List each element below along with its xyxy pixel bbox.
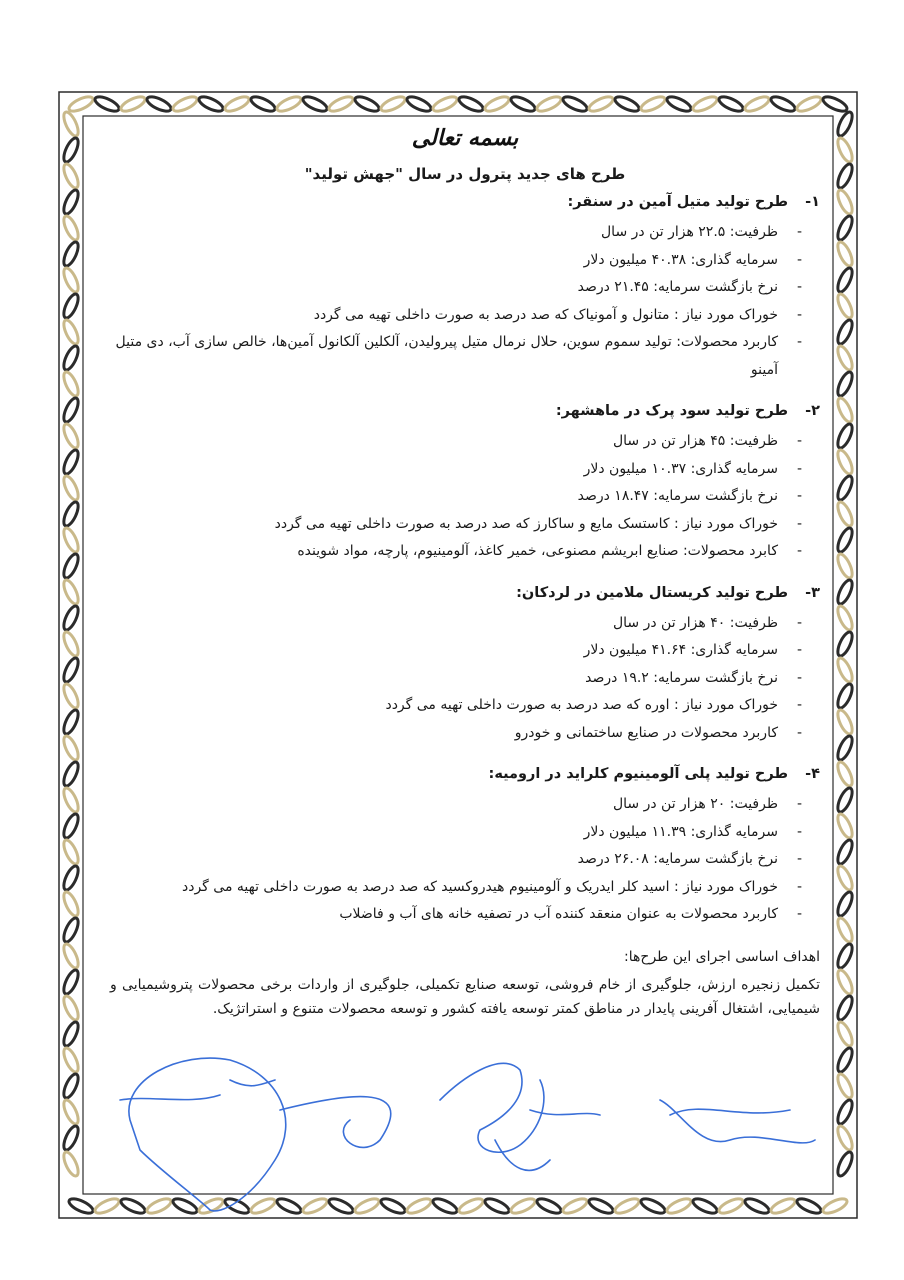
section-number: ۴- [805,766,820,782]
list-item: - نرخ بازگشت سرمایه: ۱۹.۲ درصد [110,665,802,693]
project-section [110,191,820,384]
project-sections [110,191,820,929]
section-item-list [110,791,820,929]
section-item-list [110,219,820,384]
signatures-graphic [100,1040,820,1220]
document-title: طرح های جدید پترول در سال "جهش تولید" [304,165,626,183]
goals-text: تکمیل زنجیره ارزش، جلوگیری از خام فروشی، توسعه صنایع تکمیلی، جلوگیری از واردات برخی محصولات پتروشیمیایی و شیمیایی، اشتغال آفرینی پایدار در مناطق کمتر توسعه یافته کشور و توسعه محصولات متنوع و استراتژیک. [110,976,820,1017]
list-item: - خوراک مورد نیاز : اوره که صد درصد به صورت داخلی تهیه می گردد [110,692,802,720]
section-number: ۱- [805,194,820,210]
list-item: - خوراک مورد نیاز : متانول و آمونیاک که صد درصد به صورت داخلی تهیه می گردد [110,302,802,330]
section-heading [110,582,820,604]
section-title: طرح تولید پلی آلومینیوم کلراید در ارومیه: [488,766,788,782]
section-number: ۲- [805,403,820,419]
list-item: - کاربرد محصولات به عنوان منعقد کننده آب در تصفیه خانه های آب و فاضلاب [110,901,802,929]
section-title: طرح تولید متیل آمین در سنقر: [567,194,788,210]
list-item: - نرخ بازگشت سرمایه: ۲۱.۴۵ درصد [110,274,802,302]
section-item-list [110,428,820,566]
invocation-header: بسمه تعالی [411,125,519,151]
section-title: طرح تولید کریستال ملامین در لردکان: [516,584,788,601]
list-item: - خوراک مورد نیاز : کاستسک مایع و ساکارز که صد درصد به صورت داخلی تهیه می گردد [110,511,802,539]
list-item: - سرمایه گذاری: ۱۱.۳۹ میلیون دلار [110,819,802,847]
signature-3 [660,1100,815,1143]
signature-1 [129,1058,286,1211]
section-item-list [110,610,820,748]
list-item: - کابرد محصولات: صنایع ابریشم مصنوعی، خمیر کاغذ، آلومینیوم، پارچه، مواد شوینده [110,538,802,566]
section-number: ۳- [805,584,820,601]
list-item: - ظرفیت: ۲۲.۵ هزار تن در سال [110,219,802,247]
list-item: - کاربرد محصولات در صنایع ساختمانی و خودرو [110,720,802,748]
list-item: - ظرفیت: ۴۵ هزار تن در سال [110,428,802,456]
signatures-area [100,1040,820,1220]
list-item: - ظرفیت: ۴۰ هزار تن در سال [110,610,802,638]
list-item: - سرمایه گذاری: ۴۰.۳۸ میلیون دلار [110,247,802,275]
section-heading [110,400,820,422]
list-item: - سرمایه گذاری: ۴۱.۶۴ میلیون دلار [110,637,802,665]
section-title: طرح تولید سود پرک در ماهشهر: [555,403,788,419]
section-heading [110,191,820,213]
list-item: - کاربرد محصولات: تولید سموم سوین، حلال نرمال متیل پیرولیدن، آلکلین آلکانول آمین‌ها، خالص سازی آب، دی متیل آمینو [110,329,802,384]
goals-heading: اهداف اساسی اجرای این طرح‌ها: [624,948,820,965]
project-section [110,400,820,566]
list-item: - سرمایه گذاری: ۱۰.۳۷ میلیون دلار [110,456,802,484]
list-item: - ظرفیت: ۲۰ هزار تن در سال [110,791,802,819]
list-item: - نرخ بازگشت سرمایه: ۲۶.۰۸ درصد [110,846,802,874]
list-item: - نرخ بازگشت سرمایه: ۱۸.۴۷ درصد [110,483,802,511]
signature-2 [440,1063,600,1152]
project-section [110,763,820,929]
project-section [110,582,820,748]
document-body [110,125,820,1021]
list-item: - خوراک مورد نیاز : اسید کلر ایدریک و آلومینیوم هیدروکسید که صد درصد به صورت داخلی تهیه می گردد [110,874,802,902]
section-heading [110,763,820,785]
